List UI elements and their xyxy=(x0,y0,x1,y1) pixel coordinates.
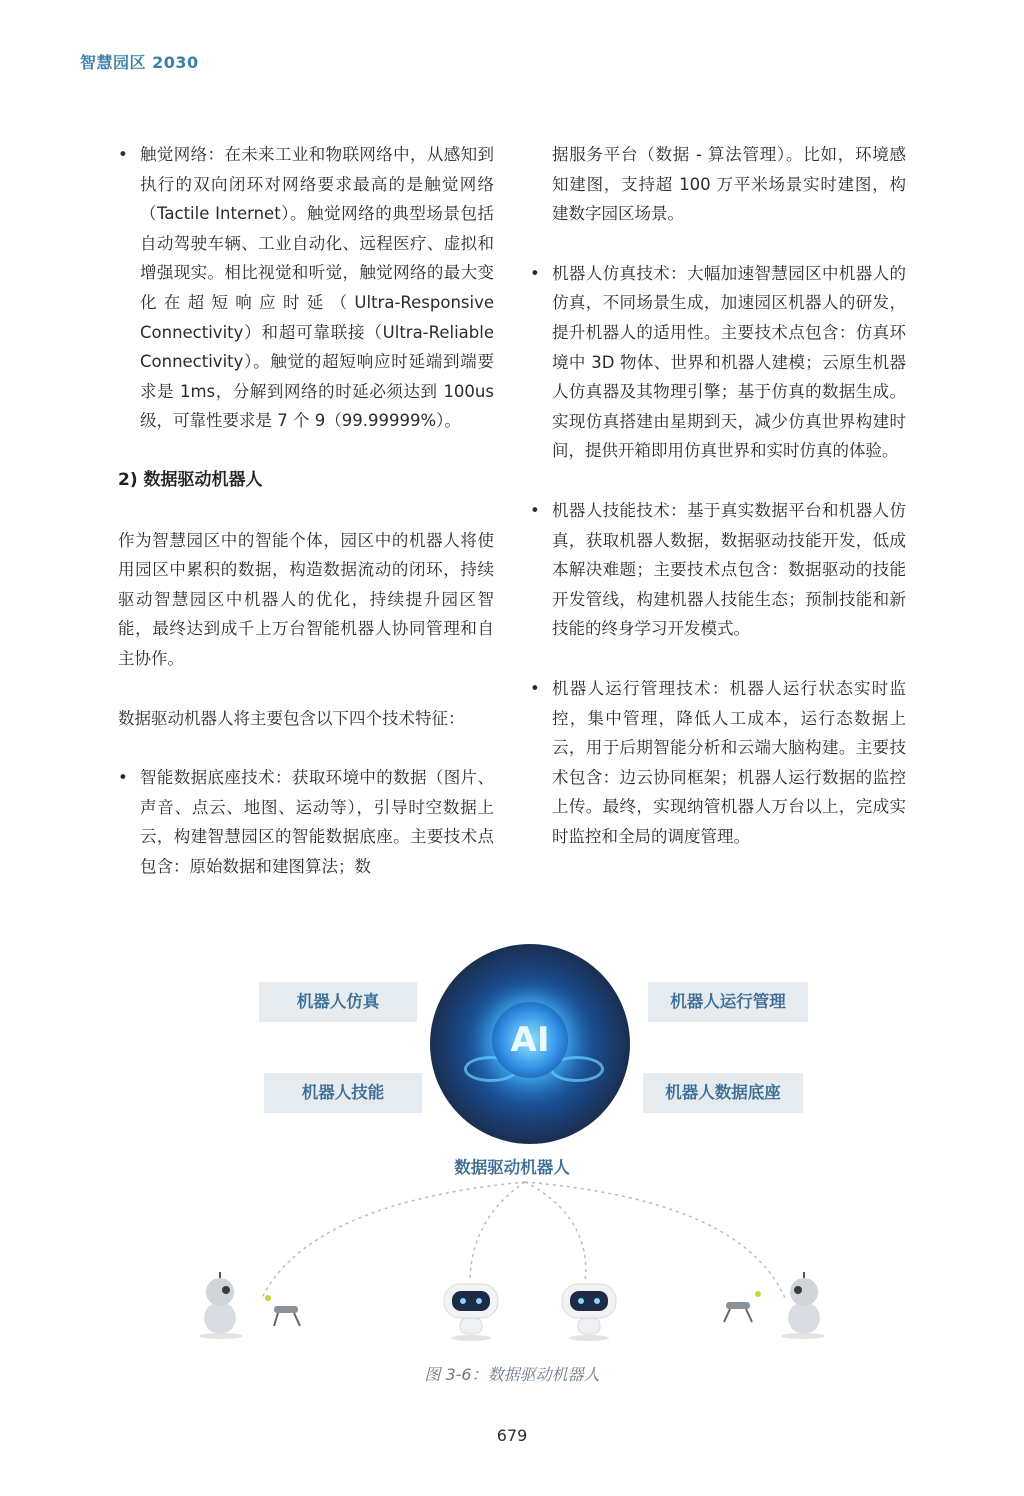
intro-paragraph: 作为智慧园区中的智能个体，园区中的机器人将使用园区中累积的数据，构造数据流动的闭环，持续驱动智慧园区中机器人的优化，持续提升园区智能，最终达到成千上万台智能机器人协同管理和自主协作。 xyxy=(118,530,494,668)
bullet-tactile-network xyxy=(118,140,494,436)
page-number: 679 xyxy=(496,1426,528,1445)
bullet-marker: • xyxy=(118,768,128,788)
figure-data-driven-robot xyxy=(0,930,1024,1400)
bullet-marker: • xyxy=(530,678,540,698)
robot-dog-icon xyxy=(262,1292,312,1332)
robot-icon xyxy=(196,1270,246,1340)
features-intro: 数据驱动机器人将主要包含以下四个技术特征： xyxy=(118,708,465,728)
bullet-robot-simulation xyxy=(530,259,906,466)
bullet-text: 触觉网络：在未来工业和物联网络中，从感知到执行的双向闭环对网络要求最高的是触觉网络（Tactile Internet）。触觉网络的典型场景包括自动驾驶车辆、工业自动化、远程医疗、虚拟和增强现实。相比视觉和听觉，触觉网络的最大变化在超短响应时延（Ultra-Responsive Connectivity）和超可靠联接（Ultra-Reliable Connectivity）。触觉的超短响应时延端到端要求是 1ms，分解到网络的时延必须达到 100us 级，可靠性要求是 7 个 9（99.99999%）。 xyxy=(140,145,494,431)
bullet-data-foundation xyxy=(118,763,494,881)
label-robot-data-foundation: 机器人数据底座 xyxy=(643,1073,803,1113)
bullet-robot-skills xyxy=(530,496,906,644)
bullet-text: 智能数据底座技术：获取环境中的数据（图片、声音、点云、地图、运动等），引导时空数据上云，构建智慧园区的智能数据底座。主要技术点包含：原始数据和建图算法；数 xyxy=(140,768,494,876)
cute-robot-icon xyxy=(440,1278,502,1342)
bullet-robot-operations xyxy=(530,674,906,852)
cute-robot-icon xyxy=(558,1278,620,1342)
label-robot-skills: 机器人技能 xyxy=(264,1073,422,1113)
bullet-text: 机器人仿真技术：大幅加速智慧园区中机器人的仿真，不同场景生成，加速园区机器人的研发，提升机器人的适用性。主要技术点包含：仿真环境中 3D 物体、世界和机器人建模；云原生机器人仿真器及其物理引擎；基于仿真的数据生成。实现仿真搭建由星期到天，减少仿真世界构建时间，提供开箱即用仿真世界和实时仿真的体验。 xyxy=(552,263,906,461)
label-robot-simulation: 机器人仿真 xyxy=(259,982,417,1022)
running-header: 智慧园区 2030 xyxy=(80,53,199,72)
robot-icon xyxy=(778,1270,828,1340)
ai-chip-icon: AI xyxy=(492,1002,568,1078)
robot-dog-icon xyxy=(712,1288,764,1328)
section-heading: 2) 数据驱动机器人 xyxy=(118,469,263,490)
connection-arcs xyxy=(0,930,1024,1400)
bullet-marker: • xyxy=(118,145,128,164)
bullet-marker: • xyxy=(530,263,540,283)
bullet-text: 机器人技能技术：基于真实数据平台和机器人仿真，获取机器人数据，数据驱动技能开发，低成本解决难题；主要技术点包含：数据驱动的技能开发管线，构建机器人技能生态；预制技能和新技能的终身学习开发模式。 xyxy=(552,500,906,639)
right-column xyxy=(530,140,906,851)
continued-text: 据服务平台（数据 - 算法管理）。比如，环境感知建图，支持超 100 万平米场景实时建图，构建数字园区场景。 xyxy=(552,145,906,224)
bullet-text: 机器人运行管理技术：机器人运行状态实时监控，集中管理，降低人工成本，运行态数据上云，用于后期智能分析和云端大脑构建。主要技术包含：边云协同框架；机器人运行数据的监控上传。最终，实现纳管机器人万台以上，完成实时监控和全局的调度管理。 xyxy=(552,678,906,846)
figure-caption: 图 3-6：数据驱动机器人 xyxy=(424,1365,600,1384)
left-column xyxy=(118,140,494,881)
figure-title: 数据驱动机器人 xyxy=(454,1158,570,1177)
label-robot-operations: 机器人运行管理 xyxy=(648,982,808,1022)
bullet-marker: • xyxy=(530,500,540,520)
